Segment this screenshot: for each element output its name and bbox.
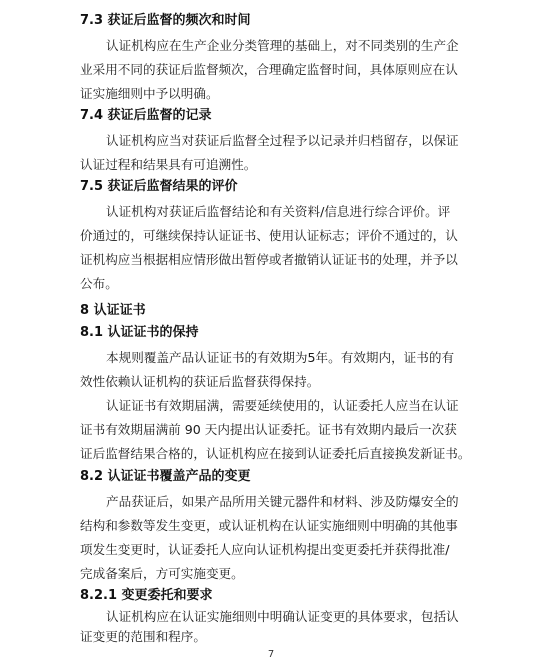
- paragraph-line: 完成备案后，方可实施变更。: [80, 566, 244, 581]
- page-number: 7: [267, 649, 275, 660]
- section-heading-7-5: 7.5 获证后监督结果的评价: [80, 179, 238, 194]
- paragraph-line: 认证证书有效期届满，需要延续使用的，认证委托人应当在认证: [106, 398, 459, 413]
- paragraph-line: 公布。: [80, 276, 118, 291]
- paragraph-line: 证实施细则中予以明确。: [80, 86, 219, 101]
- section-heading-7-3: 7.3 获证后监督的频次和时间: [80, 13, 251, 28]
- paragraph-line: 认证过程和结果具有可追溯性。: [80, 157, 257, 172]
- paragraph-line: 认证机构对获证后监督结论和有关资料/信息进行综合评价。评: [106, 204, 451, 219]
- paragraph-line: 证变更的范围和程序。: [80, 629, 206, 644]
- paragraph-line: 价通过的，可继续保持认证证书、使用认证标志；评价不通过的，认: [80, 228, 458, 243]
- paragraph-line: 认证机构应在生产企业分类管理的基础上，对不同类别的生产企: [106, 38, 459, 53]
- chapter-heading-8: 8 认证证书: [80, 303, 146, 318]
- paragraph-line: 效性依赖认证机构的获证后监督获得保持。: [80, 374, 320, 389]
- paragraph-line: 证书有效期届满前 90 天内提出认证委托。证书有效期内最后一次获: [80, 422, 457, 437]
- section-heading-8-1: 8.1 认证证书的保持: [80, 325, 199, 340]
- paragraph-line: 项发生变更时，认证委托人应向认证机构提出变更委托并获得批准/: [80, 542, 450, 557]
- paragraph-line: 本规则覆盖产品认证证书的有效期为5年。有效期内，证书的有: [106, 350, 455, 365]
- paragraph-line: 认证机构应当对获证后监督全过程予以记录并归档留存，以保证: [106, 133, 459, 148]
- paragraph-line: 证后监督结果合格的，认证机构应在接到认证委托后直接换发新证书。: [80, 446, 471, 461]
- section-heading-8-2-1: 8.2.1 变更委托和要求: [80, 588, 213, 603]
- paragraph-line: 证机构应当根据相应情形做出暂停或者撤销认证证书的处理，并予以: [80, 252, 458, 267]
- paragraph-line: 业采用不同的获证后监督频次，合理确定监督时间，具体原则应在认: [80, 62, 458, 77]
- paragraph-line: 产品获证后，如果产品所用关键元器件和材料、涉及防爆安全的: [106, 494, 459, 509]
- paragraph-line: 结构和参数等发生变更，或认证机构在认证实施细则中明确的其他事: [80, 518, 458, 533]
- paragraph-line: 认证机构应在认证实施细则中明确认证变更的具体要求，包括认: [106, 609, 459, 624]
- section-heading-8-2: 8.2 认证证书覆盖产品的变更: [80, 469, 251, 484]
- section-heading-7-4: 7.4 获证后监督的记录: [80, 108, 212, 123]
